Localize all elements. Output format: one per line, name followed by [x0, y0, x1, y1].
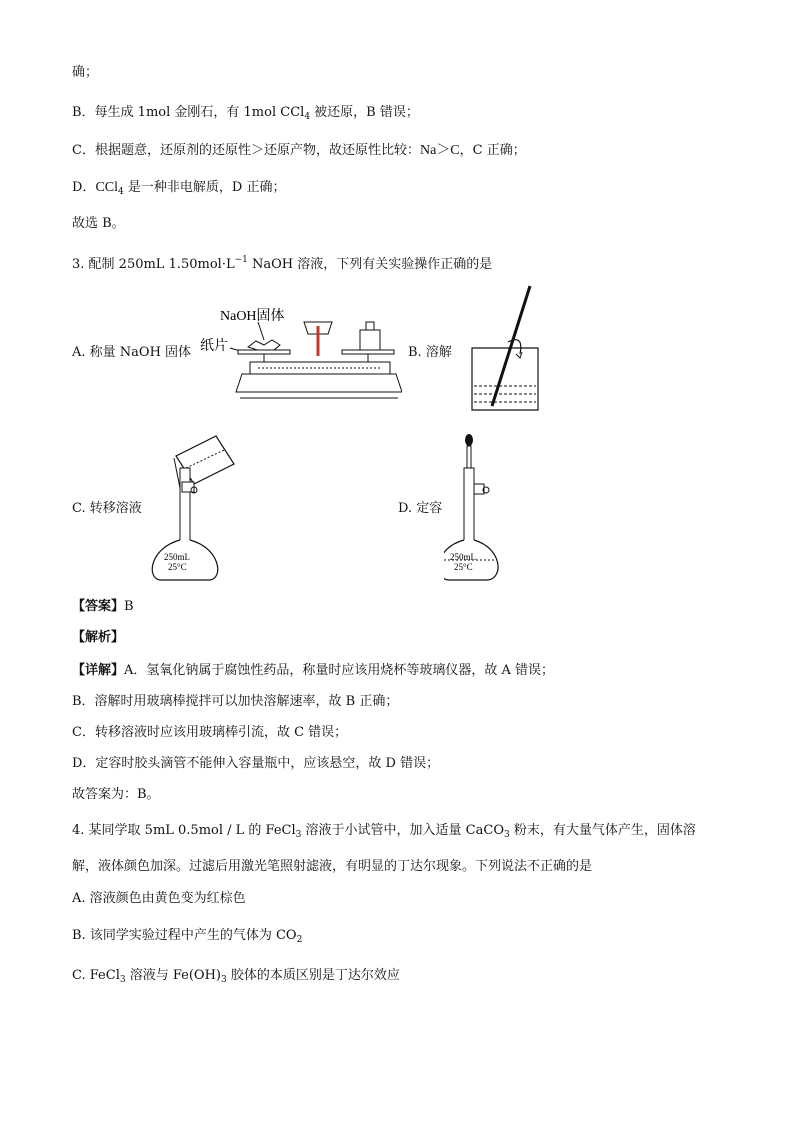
q4-option-b	[72, 927, 302, 949]
flask-c-temp: 25°C	[168, 562, 187, 572]
q4-option-c-mid: 溶液与 Fe(OH)	[125, 968, 221, 983]
detail-a	[72, 662, 554, 680]
q4-option-c-end: 胶体的本质区别是丁达尔效应	[226, 968, 400, 983]
q4-option-b-sub: 2	[296, 935, 303, 945]
prev-option-d	[72, 179, 285, 201]
prev-tail-text: 确；	[72, 65, 99, 80]
fixing-volume-figure	[444, 428, 524, 584]
q3-stem-sup: −1	[234, 255, 248, 265]
q4-option-c-sub: 3	[119, 975, 126, 985]
q3-stem-end: NaOH 溶液，下列有关实验操作正确的是	[247, 257, 493, 272]
flask-d-volume: 250mL	[450, 552, 476, 562]
flask-c-volume: 250mL	[164, 552, 190, 562]
pouring-stream	[174, 458, 180, 488]
q4-stem-line2: 解，液体颜色加深。过滤后用激光笔照射滤液，有明显的丁达尔现象。下列说法不正确的是	[72, 859, 593, 874]
prev-choice: 故选 B。	[72, 216, 125, 231]
q3-stem	[72, 251, 492, 274]
prev-c-end: ，C 正确；	[459, 143, 526, 158]
beaker-figure	[468, 282, 548, 416]
prev-b-end: 被还原，B 错误；	[310, 105, 419, 120]
prev-c-pre: C．根据题意，还原剂的还原性＞还原产物，故还原性比较：	[72, 143, 420, 158]
flask-d-temp: 25°C	[454, 562, 473, 572]
prev-b-sub: 4	[304, 112, 311, 122]
prev-b-text: B．每生成 1mol 金刚石，有 1mol CCl	[72, 105, 305, 120]
q4-stem-line1	[72, 822, 696, 844]
weight-knob	[366, 322, 374, 330]
q4-stem-1a: 4. 某同学取 5mL 0.5mol / L 的 FeCl	[72, 823, 296, 838]
stir-arrowhead-icon	[516, 352, 522, 358]
q4-stem-1c: 粉末，有大量气体产生，固体溶	[509, 823, 696, 838]
naoh-pointer	[258, 322, 264, 340]
q4-option-a: A. 溶液颜色由黄色变为红棕色	[72, 891, 246, 906]
prev-d-sub: 4	[118, 187, 124, 197]
dropper-bulb	[465, 434, 473, 446]
prev-option-b	[72, 104, 419, 126]
q4-stem-1a-sub: 3	[295, 830, 302, 840]
flask-neck-d	[464, 468, 474, 544]
weight-icon	[360, 330, 380, 350]
prev-d-pre: D．	[72, 180, 96, 195]
q4-stem-1b: 溶液于小试管中，加入适量 CaCO	[301, 823, 504, 838]
detail-b: B．溶解时用玻璃棒搅拌可以加快溶解速率，故 B 正确；	[72, 694, 399, 709]
q4-option-c-pre: C. FeCl	[72, 968, 120, 983]
analysis-tag: 【解析】	[72, 630, 125, 645]
glass-rod	[492, 286, 530, 406]
q3-option-d-label: D. 定容	[398, 501, 443, 516]
prev-d-ccl: CCl	[95, 180, 119, 195]
clamp-d	[474, 484, 484, 494]
left-pan	[238, 350, 290, 354]
right-pan	[342, 350, 394, 354]
beaker	[472, 348, 538, 410]
q3-answer	[72, 598, 134, 616]
detail-tag: 【详解】	[72, 663, 125, 678]
q3-stem-pre: 3. 配制 250mL 1.50mol·L	[72, 257, 235, 272]
detail-a-text: A．氢氧化钠属于腐蚀性药品，称量时应该用烧杯等玻璃仪器，故 A 错误；	[124, 663, 555, 678]
prev-d-end: 是一种非电解质，D 正确；	[123, 180, 286, 195]
q3-option-a-label: A. 称量 NaOH 固体	[72, 345, 192, 360]
paper-label: 纸片	[200, 339, 228, 354]
q4-stem-1b-sub: 3	[503, 830, 510, 840]
q3-option-c-label: C. 转移溶液	[72, 501, 142, 516]
answer-value: B	[124, 599, 134, 614]
q4-option-c-sub2: 3	[221, 975, 227, 985]
detail-conclusion: 故答案为：B。	[72, 787, 160, 802]
prev-c-compare: Na＞C	[419, 143, 460, 158]
q4-option-c	[72, 967, 400, 989]
transfer-figure	[146, 428, 246, 584]
balance-figure	[196, 300, 402, 408]
prev-option-c	[72, 142, 526, 160]
balance-base	[236, 374, 402, 392]
naoh-label: NaOH固体	[220, 309, 285, 324]
detail-d: D．定容时胶头滴管不能伸入容量瓶中，应该悬空，故 D 错误；	[72, 756, 440, 771]
flask-neck-c	[180, 468, 190, 544]
q3-option-b-label: B. 溶解	[408, 345, 452, 360]
detail-c: C．转移溶液时应该用玻璃棒引流，故 C 错误；	[72, 725, 348, 740]
q4-option-b-text: B. 该同学实验过程中产生的气体为 CO	[72, 928, 297, 943]
answer-tag: 【答案】	[72, 599, 125, 614]
